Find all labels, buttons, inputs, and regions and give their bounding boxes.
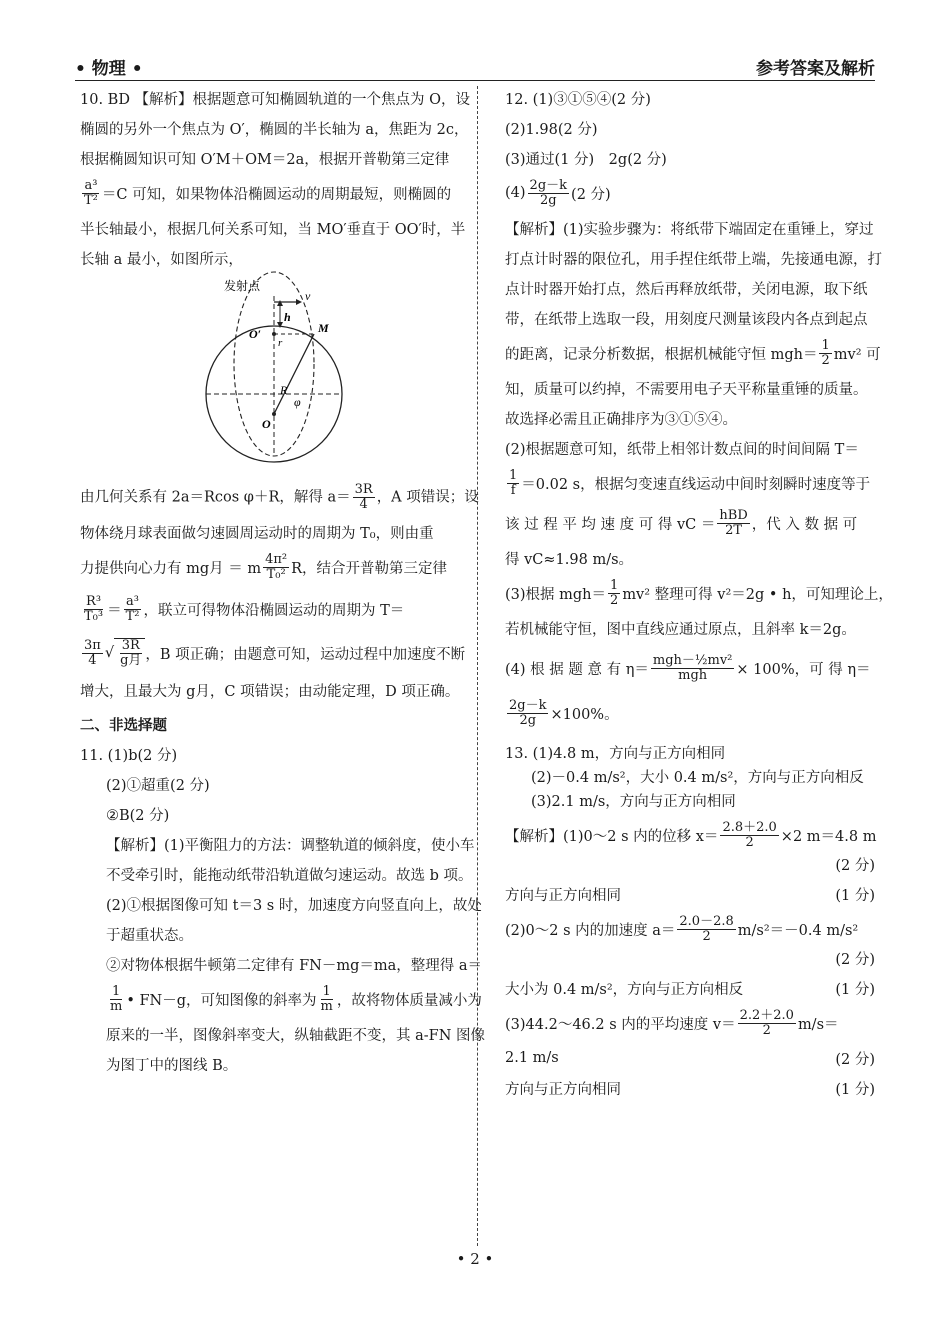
text-line: 【解析】(1)平衡阻力的方法：调整轨道的倾斜度，使小车 <box>106 837 475 854</box>
text-line: (2)0～2 s 内的加速度 a＝ $\frac{2.0-2.8}{2}$ m/s²＝－0.4 m/s² <box>505 913 859 944</box>
text-line: 该 过 程 平 均 速 度 可 得 vC ＝ $\frac{\text{hBD}}{2T}$ ，代 入 数 据 可 <box>505 507 858 538</box>
text-line: 增大，且最大为 g月，C 项错误；由动能定理，D 项正确。 <box>80 683 460 700</box>
text-line: 方向与正方向相同 (1 分) <box>505 1081 875 1098</box>
text-line: ②对物体根据牛顿第二定律有 FN－mg＝ma，整理得 a＝ <box>106 957 483 974</box>
right-column <box>505 86 893 1100</box>
fraction: $\frac{1}{2}$ <box>821 337 830 368</box>
label-M: M <box>318 321 329 335</box>
label-launch-point: 发射点 <box>224 279 261 293</box>
left-column <box>80 86 486 1076</box>
text-line: 12. (1)③①⑤④(2 分) <box>505 91 651 108</box>
text-line: 打点计时器的限位孔，用手捏住纸带上端，先接通电源，打 <box>505 251 882 268</box>
fraction: $\frac{\text{a³}}{\text{T²}}$ <box>84 177 98 208</box>
fraction: $\frac{\text{mgh－½mv²}}{\text{mgh}}$ <box>652 652 733 683</box>
text-line: 得 vC≈1.98 m/s。 <box>505 551 634 568</box>
text-line: 不受牵引时，能拖动纸带沿轨道做匀速运动。故选 b 项。 <box>106 867 473 884</box>
text-line: 大小为 0.4 m/s²，方向与正方向相反 (1 分) <box>505 981 875 998</box>
fraction: $\frac{1}{2}$ <box>610 577 619 608</box>
text-line: (4) $\frac{2g-k}{2g}$ (2 分) <box>505 177 611 208</box>
text-line: $\frac{3\pi}{4}$ √ $\frac{3R}{\text{g月}}$ ，B 项正确；由题意可知，运动过程中加速度不断 <box>84 637 466 668</box>
square-root: $\frac{3R}{\text{g月}}$ <box>114 638 145 668</box>
text-line: (3)根据 mgh＝ $\frac{1}{2}$ mv² 整理可得 v²＝2g • h，可知理论上， <box>505 577 893 608</box>
text-line: 为图丁中的图线 B。 <box>106 1057 238 1074</box>
text-line: (2)①超重(2 分) <box>106 777 210 794</box>
text-line: (3)通过(1 分) 2g(2 分) <box>505 151 667 168</box>
fraction: $\frac{2.2+2.0}{2}$ <box>739 1007 794 1038</box>
header-rule <box>75 80 875 81</box>
section-title: 二、非选择题 <box>80 716 167 734</box>
text-line: 【解析】(1)实验步骤为：将纸带下端固定在重锤上，穿过 <box>505 221 874 238</box>
text-line: 原来的一半，图像斜率变大，纵轴截距不变，其 a-FN 图像 <box>106 1027 486 1044</box>
text-line: 半长轴最小，根据几何关系可知，当 MO′垂直于 OO′时，半 <box>80 221 466 238</box>
fraction: $\frac{\text{hBD}}{2T}$ <box>719 507 748 538</box>
text-line: (2)－0.4 m/s²，大小 0.4 m/s²，方向与正方向相反 <box>531 769 864 786</box>
text-line: 知，质量可以约掉，不需要用电子天平称量重锤的质量。 <box>505 381 868 398</box>
q11-answer <box>80 742 486 1076</box>
text-line: 根据椭圆知识可知 O′M＋OM＝2a，根据开普勒第三定律 <box>80 151 450 168</box>
label-O-prime: O′ <box>249 327 262 341</box>
ellipse-orbit-diagram <box>174 276 374 476</box>
q12-answer <box>505 86 893 730</box>
text-line: $\frac{\text{R³}}{\text{T₀³}}$ ＝ $\frac{\text{a³}}{\text{T²}}$ ，联立可得物体沿椭圆运动的周期为 T＝ <box>84 593 405 624</box>
text-line: ②B(2 分) <box>106 807 170 824</box>
text-line: 长轴 a 最小，如图所示， <box>80 251 243 268</box>
text-line: 11. (1)b(2 分) <box>80 747 178 764</box>
column-divider <box>477 86 478 1246</box>
text-line: 的距离，记录分析数据，根据机械能守恒 mgh＝ $\frac{1}{2}$ mv² 可 <box>505 337 881 368</box>
fraction: $\frac{2.0-2.8}{2}$ <box>679 913 734 944</box>
text-line: (4) 根 据 题 意 有 η＝ $\frac{\text{mgh－½mv²}}{\text{mgh}}$ × 100%，可 得 η＝ <box>505 652 871 683</box>
header-title: 参考答案及解析 <box>756 59 875 79</box>
label-h: h <box>284 310 291 324</box>
text-line: 2.1 m/s (2 分) <box>505 1050 875 1068</box>
label-phi: φ <box>294 395 301 409</box>
text-line: 10. BD 【解析】根据题意可知椭圆轨道的一个焦点为 O，设 <box>80 91 471 108</box>
text-line: 13. (1)4.8 m，方向与正方向相同 <box>505 745 726 762</box>
fraction: $\frac{2g-k}{2g}$ <box>509 697 547 728</box>
label-O: O <box>262 417 271 431</box>
label-R: R <box>280 383 288 397</box>
fraction: $\frac{\text{a³}}{\text{T²}}$ <box>125 593 140 624</box>
text-line: (3)2.1 m/s，方向与正方向相同 <box>531 793 736 810</box>
fraction: $\frac{2g-k}{2g}$ <box>529 177 568 208</box>
text-line: $\frac{\text{a³}}{\text{T²}}$ ＝C 可知，如果物体沿椭圆运动的周期最短，则椭圆的 <box>84 177 452 208</box>
text-line: 物体绕月球表面做匀速圆周运动时的周期为 T₀，则由重 <box>80 525 434 542</box>
label-r: r <box>278 337 283 349</box>
score-line: (2 分) <box>835 951 875 968</box>
text-line: 若机械能守恒，图中直线应通过原点，且斜率 k＝2g。 <box>505 621 856 638</box>
text-line: 于超重状态。 <box>106 927 193 944</box>
fraction: $\frac{\text{4π²}}{\text{T₀²}}$ <box>265 551 288 582</box>
text-line: 故选择必需且正确排序为③①⑤④。 <box>505 411 737 428</box>
q13-answer <box>505 740 875 1100</box>
fraction: $\frac{1}{m}$ <box>110 983 123 1014</box>
label-v: v <box>305 289 311 303</box>
text-line: 由几何关系有 2a＝Rcos φ＋R，解得 a＝ $\frac{3R}{4}$ ，A 项错误；设 <box>80 481 479 512</box>
text-line: $\frac{1}{f}$ ＝0.02 s，根据匀变速直线运动中间时刻瞬时速度等于 <box>509 467 871 498</box>
fraction: $\frac{\text{R³}}{\text{T₀³}}$ <box>84 593 104 624</box>
text-line: 方向与正方向相同 (1 分) <box>505 887 875 904</box>
fraction: $\frac{1}{m}$ <box>320 983 333 1014</box>
header-subject: • 物理 • <box>75 59 143 79</box>
text-line: 【解析】(1)0～2 s 内的位移 x＝ $\frac{2.8+2.0}{2}$ ×2 m＝4.8 m <box>505 819 877 850</box>
text-line: 力提供向心力有 mg月 ＝ m $\frac{\text{4π²}}{\text{T₀²}}$ R，结合开普勒第三定律 <box>80 551 448 582</box>
text-line: (2)根据题意可知，纸带上相邻计数点间的时间间隔 T＝ <box>505 441 859 458</box>
page-header <box>75 53 875 79</box>
text-line: (2)1.98(2 分) <box>505 121 598 138</box>
orbit-figure <box>80 276 468 476</box>
fraction: $\frac{1}{f}$ <box>509 467 518 498</box>
text-line: $\frac{1}{m}$ • FN－g，可知图像的斜率为 $\frac{1}{m}$ ，故将物体质量减小为 <box>110 983 482 1014</box>
q10-answer <box>80 86 479 702</box>
fraction: $\frac{3R}{4}$ <box>354 481 373 512</box>
text-line: (2)①根据图像可知 t＝3 s 时，加速度方向竖直向上，故处 <box>106 897 482 914</box>
text-line: (3)44.2～46.2 s 内的平均速度 v＝ $\frac{2.2+2.0}{2}$ m/s＝ <box>505 1007 839 1038</box>
text-line: 椭圆的另外一个焦点为 O′，椭圆的半长轴为 a，焦距为 2c， <box>80 121 469 138</box>
page-number: • 2 • <box>456 1250 494 1268</box>
text-line: $\frac{2g-k}{2g}$ ×100%。 <box>509 697 619 728</box>
fraction: $\frac{3\pi}{4}$ <box>84 637 101 668</box>
fraction: $\frac{2.8+2.0}{2}$ <box>722 819 777 850</box>
text-line: 点计时器开始打点，然后再释放纸带，关闭电源，取下纸 <box>505 281 868 298</box>
score-line: (2 分) <box>835 857 875 874</box>
text-line: 带，在纸带上选取一段，用刻度尺测量该段内各点到起点 <box>505 311 868 328</box>
